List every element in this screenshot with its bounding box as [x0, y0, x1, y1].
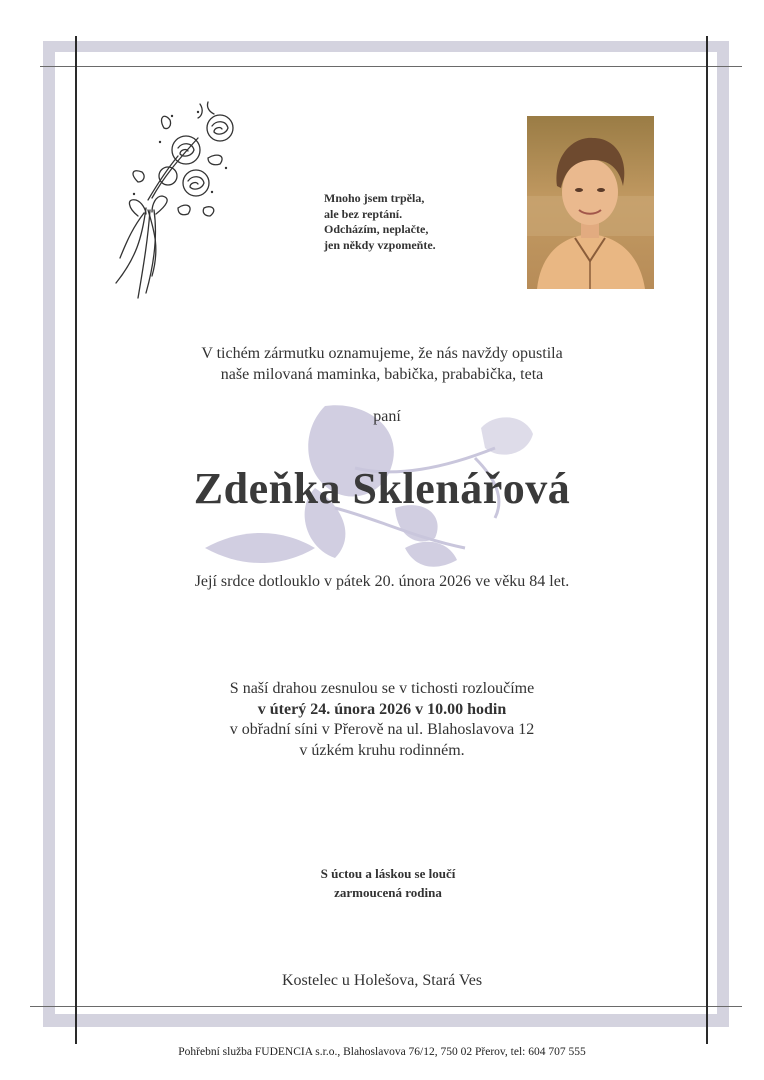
funeral-line: v úzkém kruhu rodinném.	[299, 741, 465, 759]
deceased-name: Zdeňka Sklenářová	[193, 464, 571, 513]
location: Kostelec u Holešova, Stará Ves	[281, 972, 483, 989]
farewell-line: zarmoucená rodina	[334, 885, 442, 900]
farewell-signature	[0, 864, 764, 902]
poem-line: jen někdy vzpomeňte.	[324, 237, 436, 252]
announcement-intro	[0, 343, 764, 385]
death-notice: Její srdce dotlouklo v pátek 20. února 2026 ve věku 84 let.	[194, 573, 570, 590]
funeral-date-time: v úterý 24. února 2026 v 10.00 hodin	[257, 700, 507, 718]
top-rule-line	[40, 66, 742, 67]
rose-bouquet-icon	[108, 98, 248, 303]
memorial-poem	[324, 191, 464, 253]
poem-line: ale bez reptání.	[324, 206, 403, 221]
funeral-line: v obřadní síni v Přerově na ul. Blahoslavova 12	[229, 721, 535, 738]
intro-line: naše milovaná maminka, babička, prababička, teta	[220, 366, 544, 383]
funeral-line: S naší drahou zesnulou se v tichosti rozloučíme	[229, 680, 535, 697]
farewell-line: S úctou a láskou se loučí	[320, 866, 456, 881]
funeral-info	[0, 679, 764, 761]
poem-line: Odcházím, neplačte,	[324, 222, 429, 236]
funeral-service-footer: Pohřební služba FUDENCIA s.r.o., Blahoslavova 76/12, 750 02 Přerov, tel: 604 707 555	[178, 1046, 586, 1058]
bottom-rule-line	[30, 1006, 742, 1007]
intro-line: V tichém zármutku oznamujeme, že nás navždy opustila	[201, 345, 563, 362]
poem-line: Mnoho jsem trpěla,	[324, 191, 425, 205]
portrait-photo	[527, 116, 654, 289]
title-prefix: paní	[373, 408, 401, 425]
